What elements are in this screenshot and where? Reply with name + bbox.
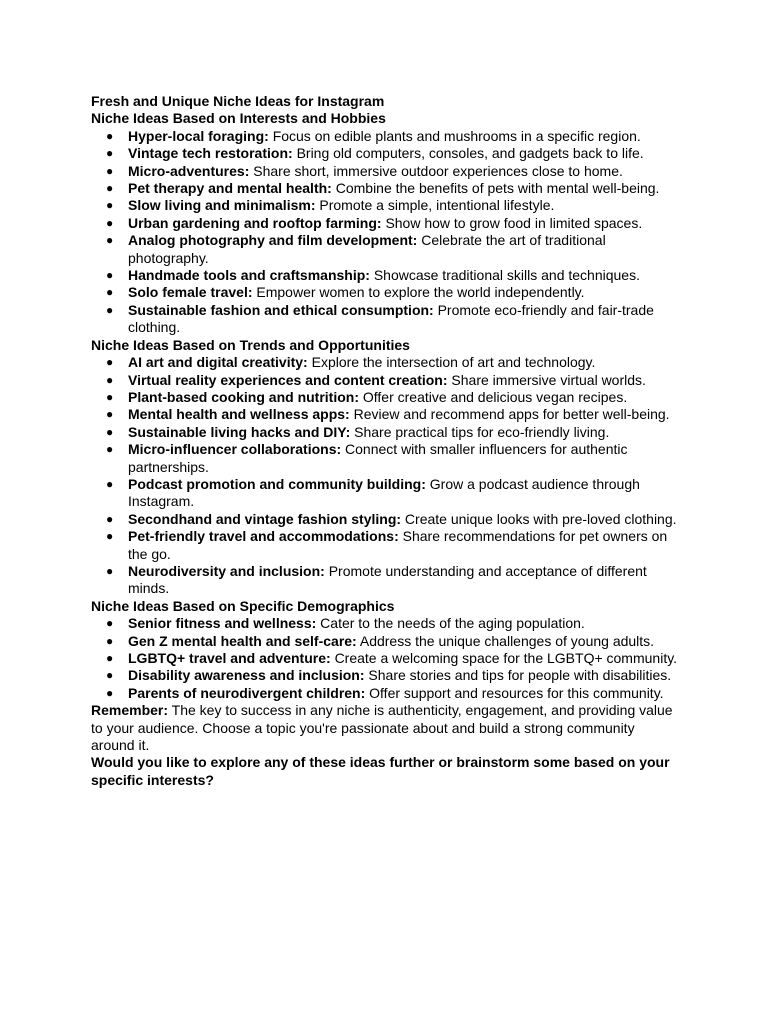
- item-description: Grow a podcast audience through Instagram.: [128, 475, 640, 510]
- bullet-icon: ●: [106, 476, 114, 491]
- item-term: Sustainable living hacks and DIY:: [128, 423, 351, 440]
- remember-text: The key to success in any niche is authenticity, engagement, and providing value to your audience. Choose a topic you're passionate about and build a strong community around it.: [91, 702, 673, 754]
- list-item: [91, 650, 681, 667]
- list-item: [91, 633, 681, 650]
- item-description: Address the unique challenges of young adults.: [359, 632, 655, 649]
- section-interests-hobbies: [91, 110, 681, 336]
- item-description: Cater to the needs of the aging population.: [320, 615, 585, 632]
- document-title: Fresh and Unique Niche Ideas for Instagram: [91, 93, 385, 109]
- item-term: Plant-based cooking and nutrition:: [128, 388, 359, 405]
- item-term: Podcast promotion and community building:: [128, 475, 426, 492]
- item-term: Slow living and minimalism:: [128, 197, 316, 214]
- list-item: [91, 563, 681, 598]
- item-term: AI art and digital creativity:: [128, 354, 308, 371]
- item-description: Share recommendations for pet owners on the go.: [128, 528, 668, 562]
- remember-label: Remember:: [91, 702, 169, 719]
- bullet-icon: ●: [106, 198, 114, 213]
- bullet-icon: ●: [106, 442, 114, 457]
- item-term: Hyper-local foraging:: [128, 127, 269, 144]
- item-term: Solo female travel:: [128, 284, 253, 301]
- bullet-icon: ●: [106, 616, 114, 631]
- bullet-icon: ●: [106, 163, 114, 178]
- closing-question: Would you like to explore any of these ideas further or brainstorm some based on your specific interests?: [91, 754, 670, 788]
- item-term: Disability awareness and inclusion:: [128, 667, 365, 684]
- item-term: Parents of neurodivergent children:: [128, 684, 366, 701]
- list-item: [91, 406, 681, 423]
- section-heading: Niche Ideas Based on Trends and Opportunities: [91, 336, 410, 353]
- item-description: Share short, immersive outdoor experiences close to home.: [253, 162, 623, 179]
- bullet-icon: ●: [106, 215, 114, 230]
- list-item: [91, 197, 681, 214]
- list-item: [91, 528, 681, 563]
- bullet-icon: ●: [106, 146, 114, 161]
- list-item: [91, 163, 681, 180]
- list-item: [91, 354, 681, 371]
- section-heading: Niche Ideas Based on Interests and Hobbies: [91, 110, 386, 127]
- list-item: [91, 615, 681, 632]
- list-item: [91, 424, 681, 441]
- item-description: Combine the benefits of pets with mental well-being.: [335, 180, 660, 197]
- item-description: Celebrate the art of traditional photography.: [128, 232, 606, 266]
- list-item: [91, 128, 681, 145]
- item-description: Empower women to explore the world independently.: [256, 284, 585, 301]
- list-item: [91, 476, 681, 511]
- list-item: [91, 215, 681, 232]
- item-description: Promote a simple, intentional lifestyle.: [319, 197, 555, 214]
- idea-list: [91, 615, 681, 702]
- bullet-icon: ●: [106, 407, 114, 422]
- item-term: Secondhand and vintage fashion styling:: [128, 510, 402, 527]
- item-description: Create unique looks with pre-loved clothing.: [404, 510, 677, 527]
- list-item: [91, 372, 681, 389]
- item-term: Senior fitness and wellness:: [128, 615, 317, 632]
- bullet-icon: ●: [106, 181, 114, 196]
- list-item: [91, 511, 681, 528]
- item-term: Handmade tools and craftsmanship:: [128, 267, 370, 284]
- item-description: Review and recommend apps for better well-being.: [353, 406, 670, 423]
- bullet-icon: ●: [106, 651, 114, 665]
- list-item: [91, 145, 681, 162]
- item-term: Neurodiversity and inclusion:: [128, 562, 325, 579]
- idea-list: [91, 128, 681, 337]
- list-item: [91, 389, 681, 406]
- idea-list: [91, 354, 681, 598]
- item-description: Connect with smaller influencers for authentic partnerships.: [128, 441, 628, 475]
- list-item: [91, 667, 681, 684]
- item-description: Focus on edible plants and mushrooms in a specific region.: [272, 127, 641, 144]
- item-term: Gen Z mental health and self-care:: [128, 632, 357, 649]
- item-term: Mental health and wellness apps:: [128, 406, 350, 423]
- bullet-icon: ●: [106, 128, 114, 143]
- item-description: Offer support and resources for this community.: [369, 684, 664, 701]
- bullet-icon: ●: [106, 268, 114, 283]
- item-description: Bring old computers, consoles, and gadgets back to life.: [296, 145, 644, 162]
- bullet-icon: ●: [106, 389, 114, 404]
- item-term: Pet therapy and mental health:: [128, 180, 332, 197]
- item-description: Promote understanding and acceptance of different minds.: [128, 562, 647, 597]
- item-description: Offer creative and delicious vegan recipes.: [362, 388, 628, 405]
- bullet-icon: ●: [106, 685, 114, 700]
- item-term: Virtual reality experiences and content creation:: [128, 371, 448, 388]
- bullet-icon: ●: [106, 563, 114, 578]
- item-term: Micro-adventures:: [128, 162, 250, 179]
- section-specific-demographics: [91, 598, 681, 702]
- item-term: Sustainable fashion and ethical consumption:: [128, 301, 434, 318]
- item-term: Vintage tech restoration:: [128, 145, 293, 162]
- bullet-icon: ●: [106, 668, 114, 683]
- item-term: Urban gardening and rooftop farming:: [128, 214, 382, 231]
- item-description: Share immersive virtual worlds.: [451, 371, 646, 388]
- list-item: [91, 284, 681, 301]
- remember-paragraph: [91, 702, 681, 754]
- bullet-icon: ●: [106, 233, 114, 248]
- bullet-icon: ●: [106, 424, 114, 439]
- list-item: [91, 441, 681, 476]
- item-term: Micro-influencer collaborations:: [128, 441, 342, 458]
- item-description: Show how to grow food in limited spaces.: [385, 214, 643, 231]
- list-item: [91, 232, 681, 267]
- item-description: Promote eco-friendly and fair-trade clothing.: [128, 301, 654, 336]
- list-item: [91, 267, 681, 284]
- item-description: Explore the intersection of art and technology.: [311, 354, 596, 371]
- bullet-icon: ●: [106, 511, 114, 526]
- item-description: Showcase traditional skills and techniques.: [373, 267, 640, 284]
- item-term: LGBTQ+ travel and adventure:: [128, 650, 331, 666]
- item-description: Create a welcoming space for the LGBTQ+ community.: [334, 650, 678, 666]
- list-item: [91, 302, 681, 337]
- bullet-icon: ●: [106, 633, 114, 648]
- list-item: [91, 685, 681, 702]
- document-page: [91, 93, 681, 789]
- bullet-icon: ●: [106, 355, 114, 370]
- list-item: [91, 180, 681, 197]
- item-term: Analog photography and film development:: [128, 232, 418, 249]
- item-description: Share stories and tips for people with disabilities.: [368, 667, 672, 684]
- bullet-icon: ●: [106, 302, 114, 317]
- bullet-icon: ●: [106, 285, 114, 300]
- section-trends-opportunities: [91, 337, 681, 598]
- item-term: Pet-friendly travel and accommodations:: [128, 528, 399, 545]
- section-heading: Niche Ideas Based on Specific Demographics: [91, 597, 395, 614]
- bullet-icon: ●: [106, 529, 114, 544]
- item-description: Share practical tips for eco-friendly living.: [354, 423, 610, 440]
- bullet-icon: ●: [106, 372, 114, 387]
